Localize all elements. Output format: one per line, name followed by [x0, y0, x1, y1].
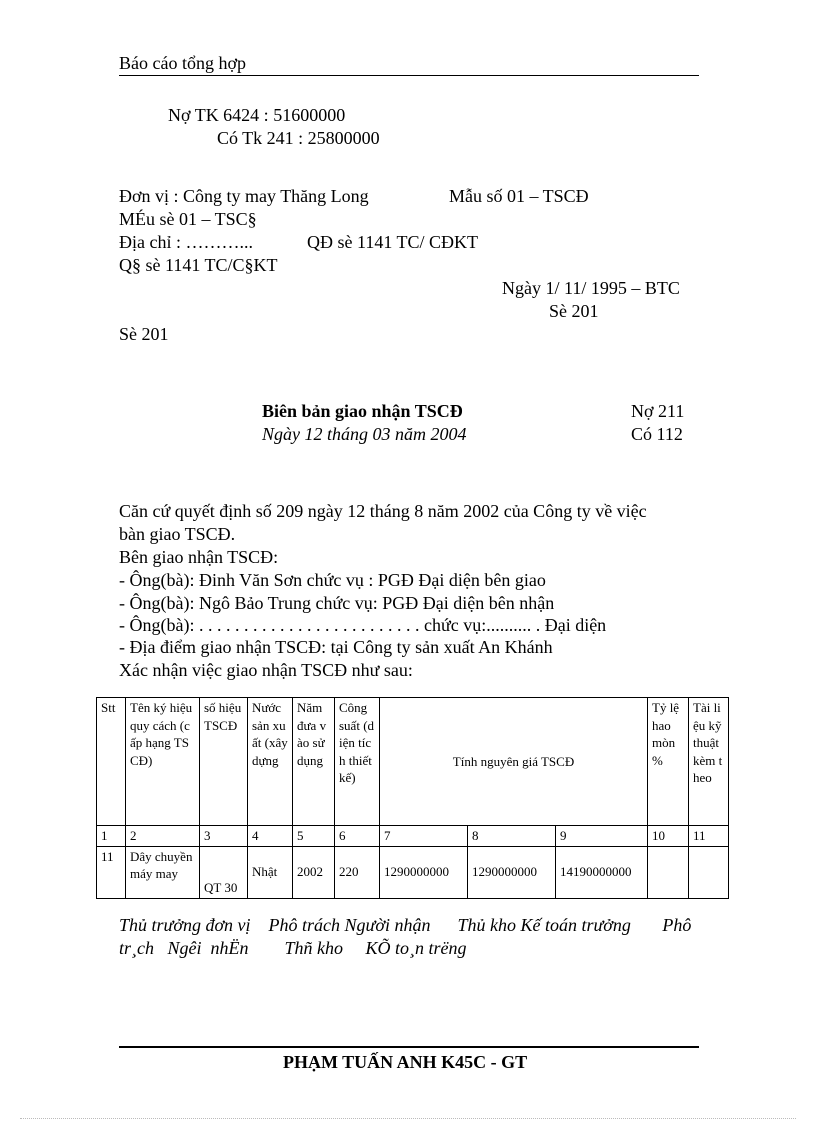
header-stt: Stt	[97, 698, 126, 826]
header-price: Tính nguyên giá TSCĐ	[380, 698, 648, 826]
unit-address: Địa chỉ : ………...	[119, 232, 253, 252]
document-number-left: Sè 201	[119, 324, 169, 344]
index-cell: 5	[293, 826, 335, 847]
cell-name: Dây chuyền máy may	[126, 846, 200, 898]
footer-author: PHẠM TUẤN ANH K45C - GT	[283, 1052, 528, 1072]
body-line: bàn giao TSCĐ.	[119, 524, 236, 544]
header-year: Năm đưa vào sử dụng	[293, 698, 335, 826]
index-cell: 7	[380, 826, 468, 847]
body-line: - Ông(bà): Ngô Bảo Trung chức vụ: PGĐ Đại diện bên nhận	[119, 593, 555, 613]
header-country: Nước sản xuất (xây dựng	[248, 698, 293, 826]
cell-rate	[648, 846, 689, 898]
index-cell: 8	[468, 826, 556, 847]
decision-number-garbled: Q§ sè 1141 TC/C§KT	[119, 255, 278, 275]
index-cell: 4	[248, 826, 293, 847]
doc-credit: Có 112	[631, 424, 683, 444]
body-line: - Địa điểm giao nhận TSCĐ: tại Công ty sản xuất An Khánh	[119, 637, 553, 657]
cell-price-2: 1290000000	[468, 846, 556, 898]
index-cell: 9	[556, 826, 648, 847]
cell-country: Nhật	[248, 846, 293, 898]
index-cell: 3	[200, 826, 248, 847]
cell-capacity: 220	[335, 846, 380, 898]
footer-rule	[119, 1046, 699, 1048]
doc-debit: Nợ 211	[631, 401, 685, 421]
signature-line-garbled: tr¸ch Ngêi nhËn Thñ kho KÕ to¸n trëng	[119, 938, 467, 958]
header-capacity: Công suất (diện tích thiết kế)	[335, 698, 380, 826]
doc-date: Ngày 12 tháng 03 năm 2004	[262, 424, 467, 444]
form-number: Mẫu số 01 – TSCĐ	[449, 186, 589, 206]
page-edge-dotted-line	[20, 1118, 796, 1119]
header-name: Tên ký hiệu quy cách (cấp hạng TSCĐ)	[126, 698, 200, 826]
index-cell: 6	[335, 826, 380, 847]
decision-date: Ngày 1/ 11/ 1995 – BTC	[502, 278, 680, 298]
table-header-row	[97, 698, 729, 826]
index-cell: 11	[689, 826, 729, 847]
signature-line: Thủ trưởng đơn vị Phô trách Người nhận Thủ kho Kế toán trưởng Phô	[119, 915, 692, 935]
cell-year: 2002	[293, 846, 335, 898]
cell-code: QT 30	[200, 846, 248, 898]
decision-number: QĐ sè 1141 TC/ CĐKT	[307, 232, 478, 252]
index-cell: 10	[648, 826, 689, 847]
asset-table	[96, 697, 729, 899]
body-line: - Ông(bà): . . . . . . . . . . . . . . . . . . . . . . . . . chức vụ:.......... . Đại diện	[119, 615, 607, 635]
header-rate: Tỷ lệ hao mòn %	[648, 698, 689, 826]
credit-entry: Có Tk 241 : 25800000	[217, 128, 380, 148]
body-line: Căn cứ quyết định số 209 ngày 12 tháng 8 năm 2002 của Công ty về việc	[119, 501, 647, 521]
header-rule	[119, 75, 699, 76]
document-number: Sè 201	[549, 301, 599, 321]
body-line: Xác nhận việc giao nhận TSCĐ như sau:	[119, 660, 413, 680]
doc-title: Biên bản giao nhận TSCĐ	[262, 401, 463, 421]
cell-docs	[689, 846, 729, 898]
header-code: số hiệu TSCĐ	[200, 698, 248, 826]
debit-entry: Nợ TK 6424 : 51600000	[168, 105, 346, 125]
table-index-row	[97, 826, 729, 847]
form-number-garbled: MÉu sè 01 – TSC§	[119, 209, 257, 229]
body-line: - Ông(bà): Đinh Văn Sơn chức vụ : PGĐ Đại diện bên giao	[119, 570, 546, 590]
page-header-title: Báo cáo tổng hợp	[119, 53, 246, 73]
cell-price-1: 1290000000	[380, 846, 468, 898]
unit-name: Đơn vị : Công ty may Thăng Long	[119, 186, 369, 206]
index-cell: 2	[126, 826, 200, 847]
index-cell: 1	[97, 826, 126, 847]
header-docs: Tài liệu kỹ thuật kèm theo	[689, 698, 729, 826]
body-line: Bên giao nhận TSCĐ:	[119, 547, 279, 567]
cell-price-3: 14190000000	[556, 846, 648, 898]
cell-stt: 11	[97, 846, 126, 898]
table-row	[97, 846, 729, 898]
